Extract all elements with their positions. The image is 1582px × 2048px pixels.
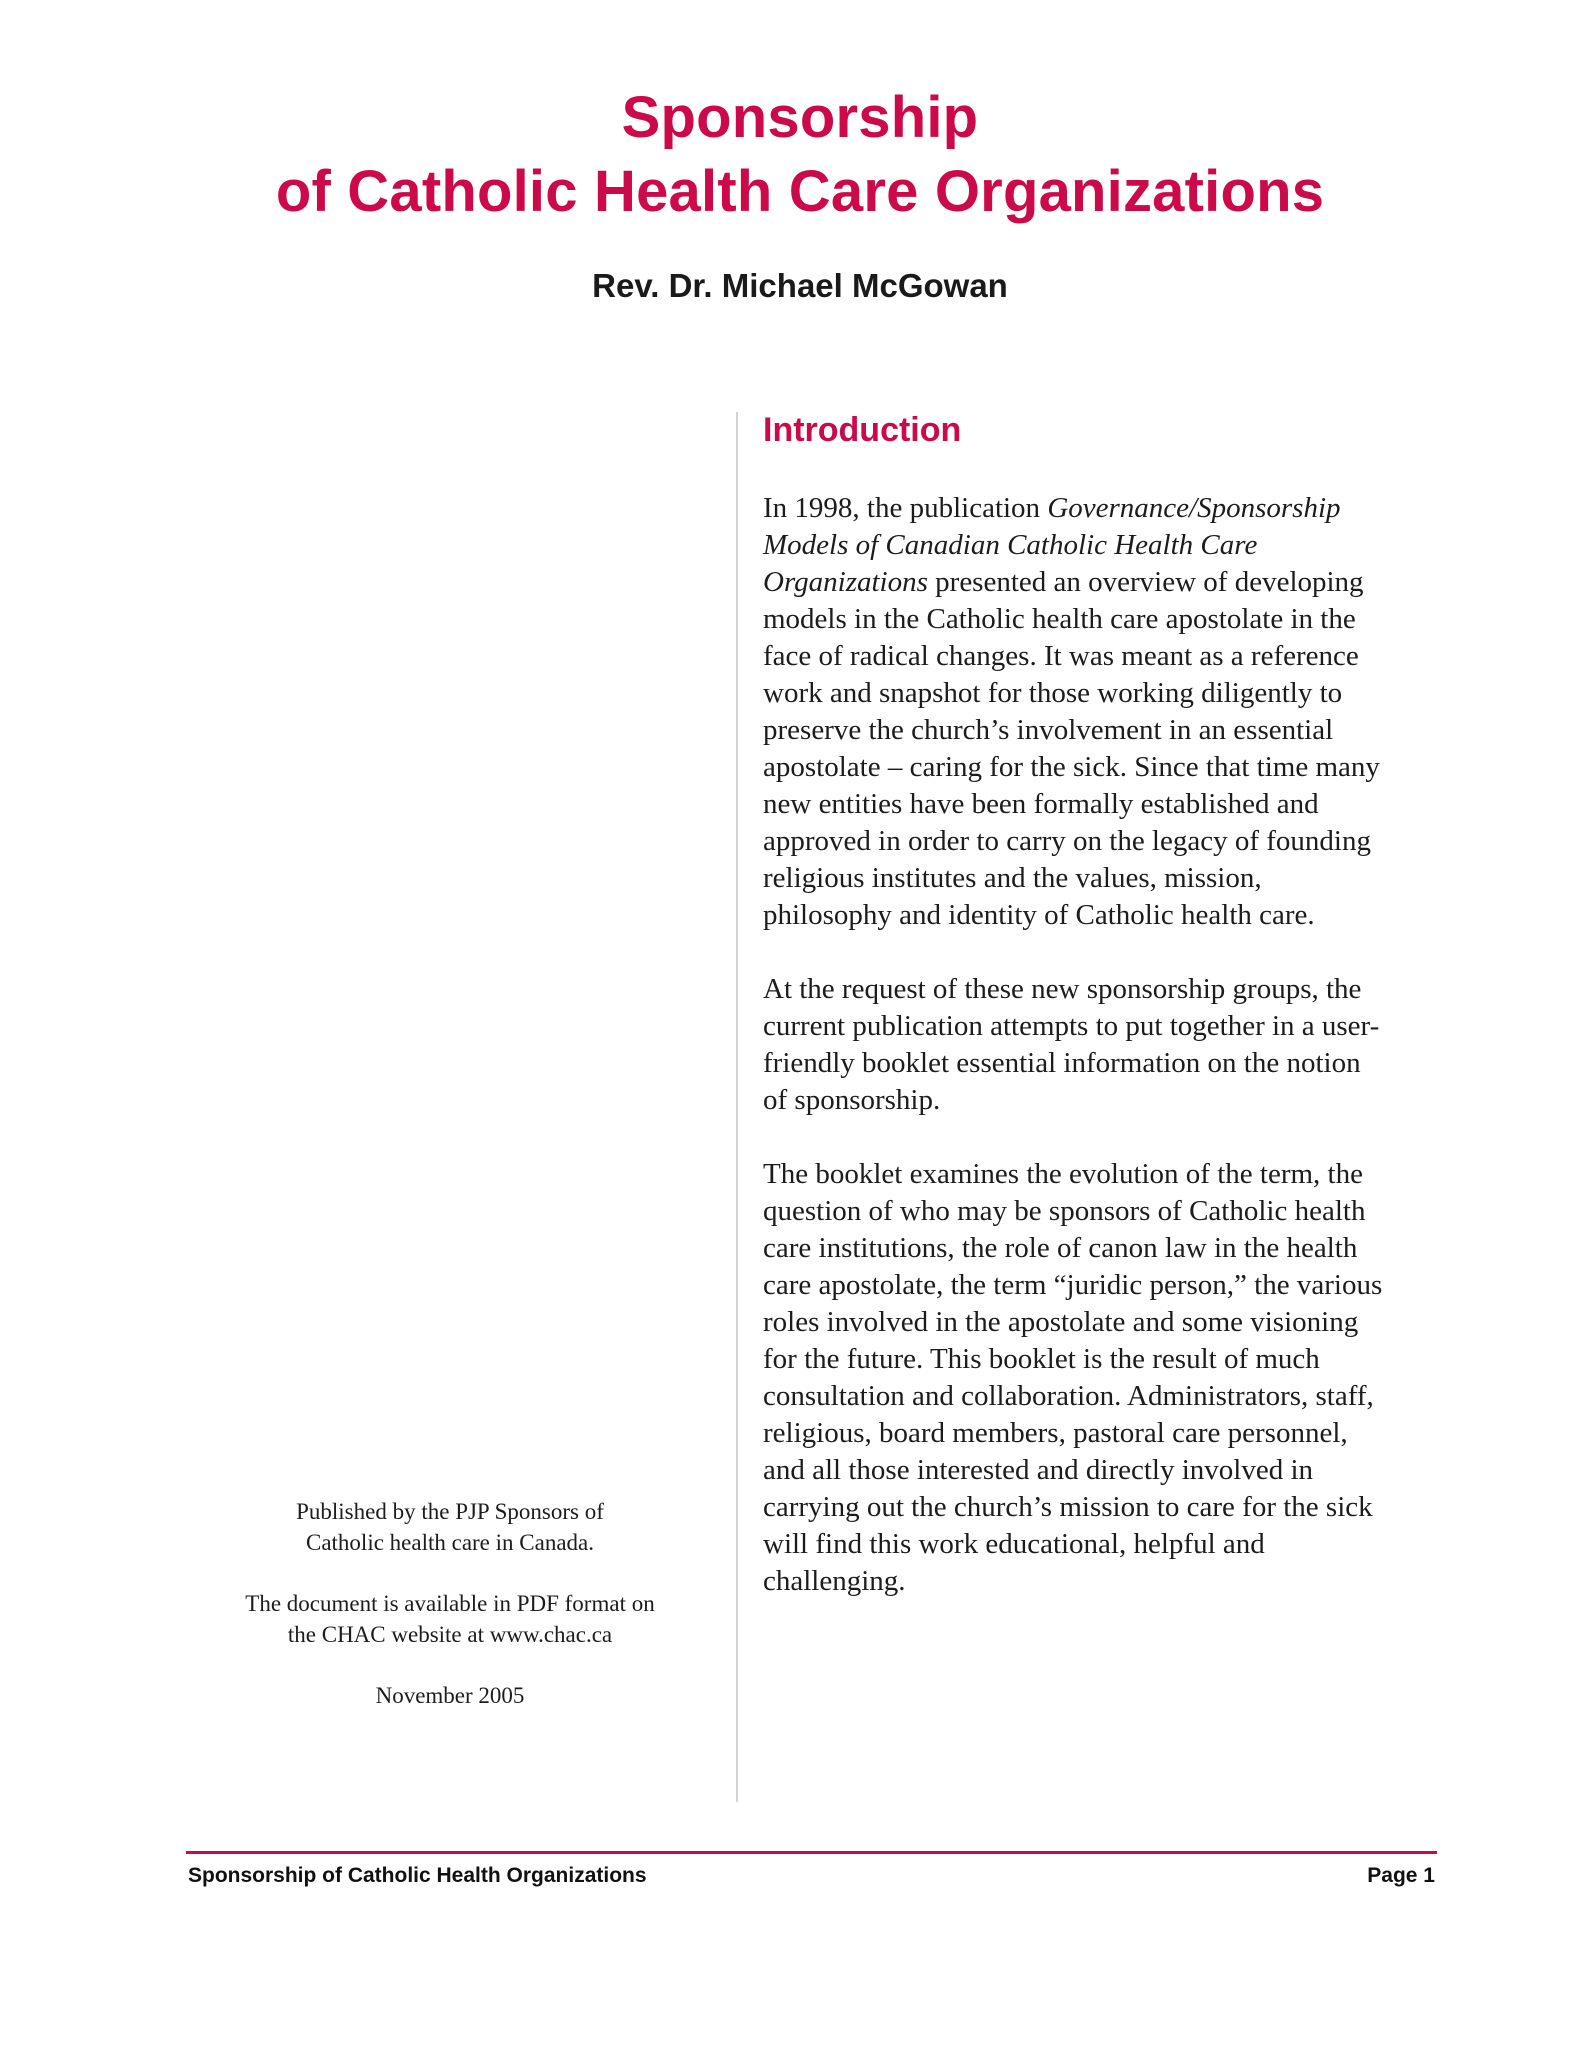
text-line (763, 638, 1443, 675)
text-line (763, 601, 1443, 638)
text-line (763, 860, 1443, 897)
text-line (763, 1193, 1443, 1230)
column-divider (736, 412, 738, 1802)
text-line (763, 1415, 1443, 1452)
introduction-paragraph (763, 1156, 1443, 1600)
publisher-note (190, 1496, 710, 1558)
text-line (763, 490, 1443, 527)
text-run: apostolate – caring for the sick. Since that time many (763, 751, 1380, 783)
text-run: religious institutes and the values, mission, (763, 862, 1262, 894)
text-line (763, 1489, 1443, 1526)
section-heading-introduction: Introduction (763, 411, 962, 449)
text-line (763, 564, 1443, 601)
text-line (763, 786, 1443, 823)
text-run: will find this work educational, helpful and (763, 1528, 1265, 1560)
text-line (763, 1230, 1443, 1267)
publication-title-italic: Governance/Sponsorship (1047, 492, 1341, 524)
text-run: of sponsorship. (763, 1084, 941, 1116)
text-run: care apostolate, the term “juridic person,” the various (763, 1269, 1383, 1301)
text-run: new entities have been formally established and (763, 788, 1319, 820)
text-line (763, 1008, 1443, 1045)
availability-note (190, 1588, 710, 1650)
text-run: religious, board members, pastoral care personnel, (763, 1417, 1348, 1449)
text-run: question of who may be sponsors of Catholic health (763, 1195, 1366, 1227)
introduction-paragraph (763, 490, 1443, 934)
text-run: approved in order to carry on the legacy of founding (763, 825, 1371, 857)
text-run: presented an overview of developing (927, 566, 1364, 598)
text-run: current publication attempts to put together in a user- (763, 1010, 1380, 1042)
footer-page-number: Page 1 (1367, 1864, 1435, 1887)
text-run: for the future. This booklet is the result of much (763, 1343, 1320, 1375)
text-run: care institutions, the role of canon law in the health (763, 1232, 1358, 1264)
text-line (763, 1526, 1443, 1563)
text-line (763, 1304, 1443, 1341)
text-line (763, 1563, 1443, 1600)
availability-line-2: the CHAC website at www.chac.ca (287, 1622, 613, 1647)
publication-title-italic: Models of Canadian Catholic Health Care (763, 529, 1258, 561)
publication-date: November 2005 (375, 1683, 525, 1708)
text-line (763, 1045, 1443, 1082)
author-name: Rev. Dr. Michael McGowan (592, 267, 1008, 304)
introduction-paragraph (763, 971, 1443, 1119)
text-run: and all those interested and directly involved in (763, 1454, 1314, 1486)
text-run: carrying out the church’s mission to care for the sick (763, 1491, 1373, 1523)
availability-line-1: The document is available in PDF format on (245, 1591, 655, 1616)
text-run: The booklet examines the evolution of the term, the (763, 1158, 1363, 1190)
text-line (763, 897, 1443, 934)
text-line (763, 527, 1443, 564)
document-title-line-1: Sponsorship (621, 85, 979, 150)
text-line (763, 823, 1443, 860)
text-line (763, 1341, 1443, 1378)
footer-running-title: Sponsorship of Catholic Health Organizations (188, 1864, 647, 1887)
text-run: preserve the church’s involvement in an essential (763, 714, 1334, 746)
text-line (763, 749, 1443, 786)
publisher-line-2: Catholic health care in Canada. (305, 1530, 595, 1555)
publisher-line-1: Published by the PJP Sponsors of (296, 1499, 604, 1524)
text-line (763, 1267, 1443, 1304)
text-run: roles involved in the apostolate and some visioning (763, 1306, 1359, 1338)
text-line (763, 1452, 1443, 1489)
text-run: challenging. (763, 1565, 906, 1597)
text-line (763, 712, 1443, 749)
text-run: philosophy and identity of Catholic health care. (763, 899, 1315, 931)
publication-title-italic: Organizations (763, 566, 928, 598)
text-line (763, 1082, 1443, 1119)
text-run: models in the Catholic health care apostolate in the (763, 603, 1356, 635)
text-run: In 1998, the publication (763, 492, 1048, 524)
footer-rule (186, 1851, 1437, 1854)
document-title-line-2: of Catholic Health Care Organizations (275, 159, 1325, 224)
text-run: At the request of these new sponsorship groups, the (763, 973, 1362, 1005)
text-line (763, 675, 1443, 712)
text-run: friendly booklet essential information on the notion (763, 1047, 1361, 1079)
text-line (763, 971, 1443, 1008)
text-line (763, 1378, 1443, 1415)
publication-info (190, 1496, 710, 1741)
text-line (763, 1156, 1443, 1193)
introduction-body (763, 490, 1443, 1637)
text-run: work and snapshot for those working diligently to (763, 677, 1343, 709)
text-run: face of radical changes. It was meant as a reference (763, 640, 1359, 672)
text-run: consultation and collaboration. Administrators, staff, (763, 1380, 1374, 1412)
